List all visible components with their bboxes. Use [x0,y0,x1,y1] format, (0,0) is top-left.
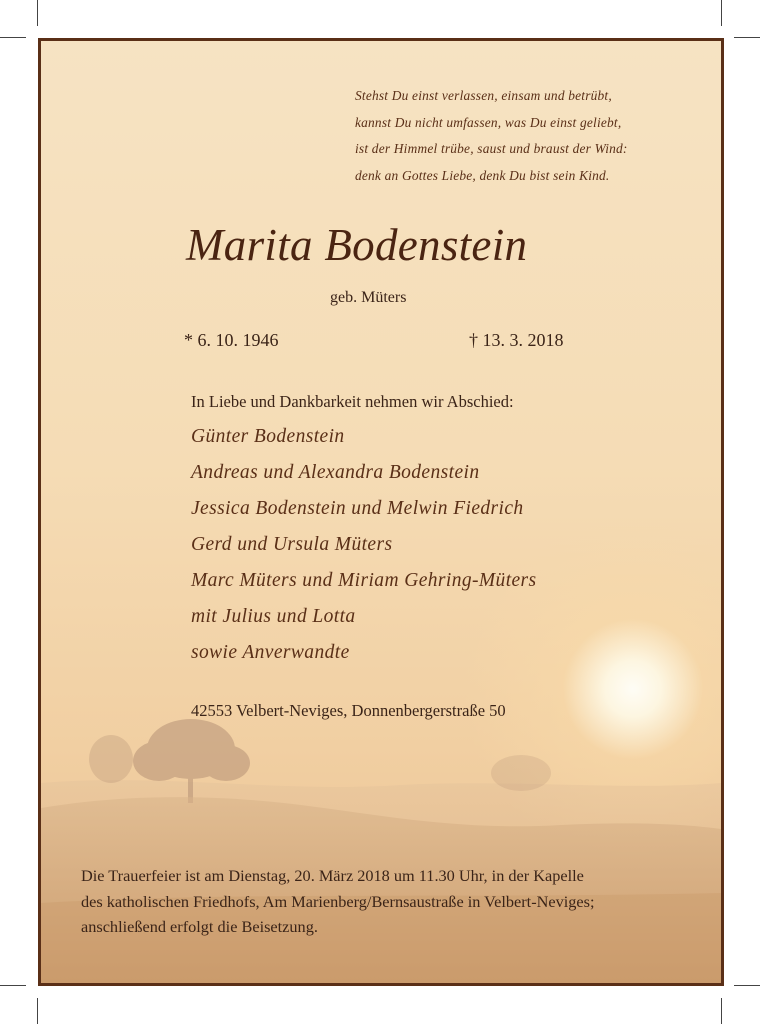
crop-mark [37,998,38,1024]
family-address: 42553 Velbert-Neviges, Donnenbergerstraße 50 [191,701,506,720]
mourner-item: Andreas und Alexandra Bodenstein [191,462,480,483]
poem-line: Stehst Du einst verlassen, einsam und betrübt, [355,88,612,103]
crop-mark [37,0,38,26]
death-date: † 13. 3. 2018 [469,330,564,350]
farewell-intro: In Liebe und Dankbarkeit nehmen wir Abschied: [191,392,514,411]
mourner-item: Gerd und Ursula Müters [191,534,393,555]
mourner-item: mit Julius und Lotta [191,606,356,627]
mourner-item: sowie Anverwandte [191,642,350,663]
service-line: Die Trauerfeier ist am Dienstag, 20. März 2018 um 11.30 Uhr, in der Kapelle [81,866,584,885]
funeral-service-info [81,863,701,940]
crop-mark [0,37,26,38]
birth-date: * 6. 10. 1946 [184,330,279,350]
crop-mark [721,0,722,26]
mourner-item: Günter Bodenstein [191,426,345,447]
maiden-name: geb. Müters [330,289,407,306]
misty-landscape-illustration [41,713,721,983]
crop-mark [0,985,26,986]
mourner-item: Jessica Bodenstein und Melwin Fiedrich [191,498,524,519]
poem-line: denk an Gottes Liebe, denk Du bist sein Kind. [355,167,610,183]
service-line: anschließend erfolgt die Beisetzung. [81,917,318,936]
crop-mark [734,985,760,986]
crop-mark [721,998,722,1024]
service-line: des katholischen Friedhofs, Am Marienberg/Bernsaustraße in Velbert-Neviges; [81,891,595,911]
mourners-list [191,419,537,671]
obituary-card [38,38,724,986]
deceased-name: Marita Bodenstein [186,220,528,270]
poem-line: ist der Himmel trübe, saust und braust der Wind: [355,141,628,156]
crop-mark [734,37,760,38]
poem-line: kannst Du nicht umfassen, was Du einst geliebt, [355,114,622,130]
mourner-item: Marc Müters und Miriam Gehring-Müters [191,570,537,591]
memorial-poem [355,83,715,189]
